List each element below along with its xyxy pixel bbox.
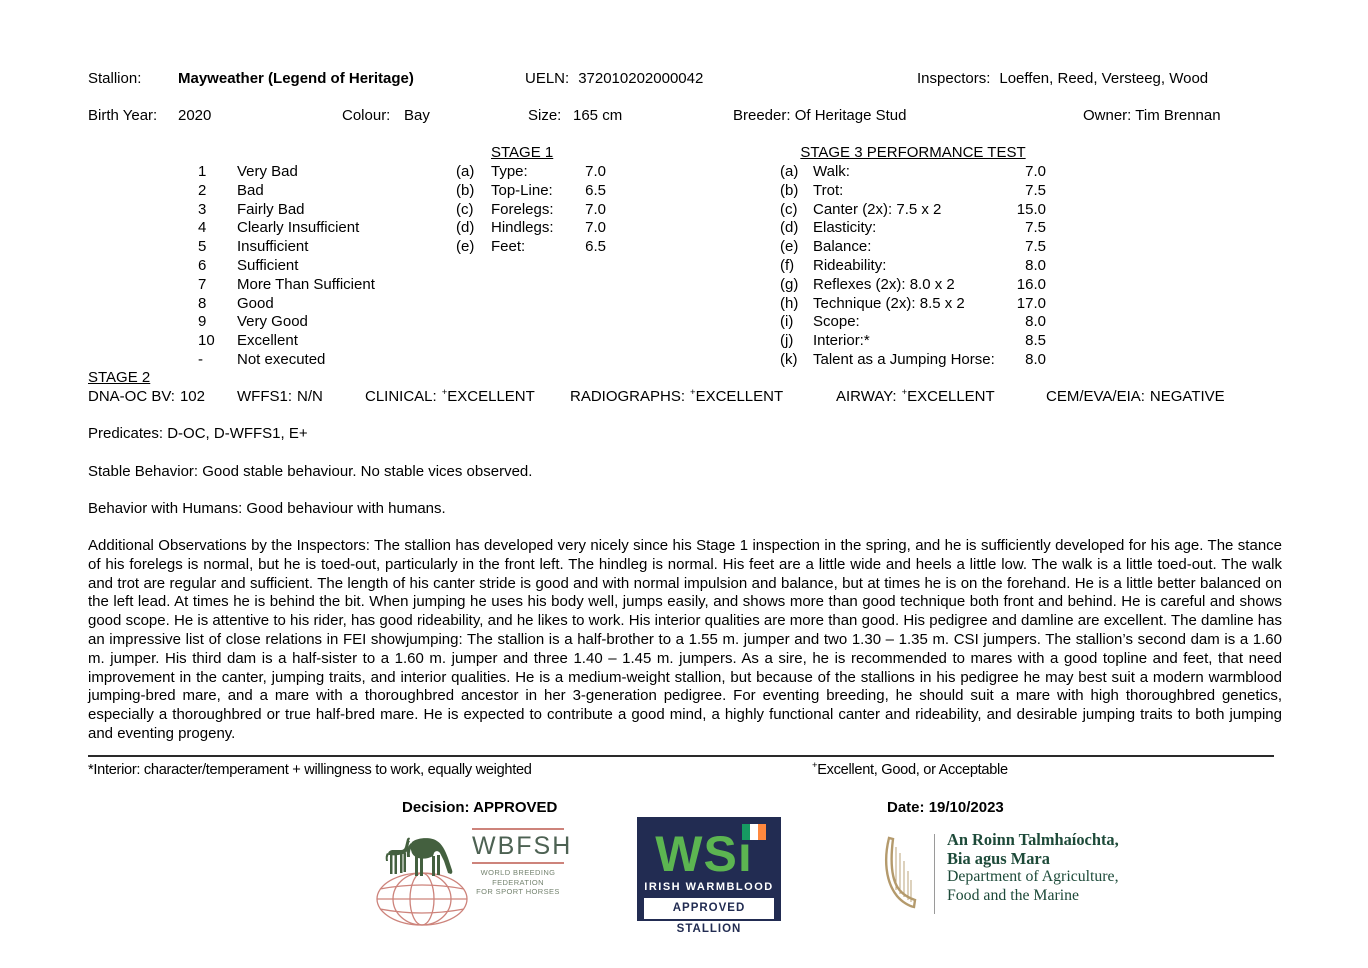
score-row: (e) Feet: 6.5 (456, 238, 606, 256)
breeder-field (733, 107, 906, 124)
cem-eva-eia-result: CEM/EVA/EIA: NEGATIVE (1046, 388, 1225, 405)
wsi-logo (637, 817, 781, 935)
score-row: (k) Talent as a Jumping Horse: 8.0 (780, 350, 1046, 368)
owner-value: Tim Brennan (1135, 107, 1221, 124)
ueln-label: UELN: (525, 70, 570, 87)
scale-row: - Not executed (198, 350, 326, 368)
wbfsh-subtitle-2: FOR SPORT HORSES (476, 887, 560, 896)
inspectors-label: Inspectors: (917, 70, 991, 87)
ueln-value: 372010202000042 (578, 70, 704, 87)
score-row: (c) Canter (2x): 7.5 x 2 15.0 (780, 200, 1046, 218)
dept-text-block (947, 831, 1119, 905)
score-row: (b) Top-Line: 6.5 (456, 181, 606, 199)
birth-year-label: Birth Year: (88, 107, 158, 124)
breeder-value: Of Heritage Stud (794, 107, 907, 124)
stallion-label: Stallion: (88, 70, 142, 87)
wsi-wordmark: WSı (655, 826, 753, 882)
ueln-field (525, 70, 703, 87)
stable-behavior-line: Stable Behavior: Good stable behaviour. No stable vices observed. (88, 463, 533, 480)
date-line: Date: 19/10/2023 (887, 799, 1004, 816)
score-row: (a) Walk: 7.0 (780, 163, 1046, 180)
date-value: 19/10/2023 (928, 799, 1004, 816)
scale-row: 10 Excellent (198, 332, 298, 350)
score-row: (d) Elasticity: 7.5 (780, 219, 1046, 237)
scale-row: 8 Good (198, 294, 274, 312)
wbfsh-bottom-rule (472, 862, 564, 864)
stage2-title: STAGE 2 (88, 369, 151, 386)
size-value: 165 cm (573, 107, 623, 124)
colour-label: Colour: (342, 107, 391, 124)
scale-row: 6 Sufficient (198, 256, 299, 274)
score-row: (j) Interior:* 8.5 (780, 332, 1046, 350)
score-row: (b) Trot: 7.5 (780, 181, 1046, 199)
scale-row: 3 Fairly Bad (198, 200, 305, 218)
dept-irish-line-2: Bia agus Mara (947, 848, 1050, 868)
score-row: (c) Forelegs: 7.0 (456, 200, 606, 218)
behavior-humans-line: Behavior with Humans: Good behaviour with humans. (88, 500, 446, 517)
predicates-line: Predicates: D-OC, D-WFFS1, E+ (88, 425, 308, 442)
stage3-title: STAGE 3 PERFORMANCE TEST (800, 144, 1026, 161)
dept-divider (934, 834, 935, 914)
scale-row: 4 Clearly Insufficient (198, 219, 360, 237)
wsi-subtitle: IRISH WARMBLOOD (644, 881, 774, 893)
wbfsh-subtitle-1: WORLD BREEDING FEDERATION (480, 868, 556, 887)
footer-divider (88, 755, 1274, 757)
birth-year-value: 2020 (178, 107, 212, 124)
dna-oc-result: DNA-OC BV: 102 (88, 388, 205, 405)
dept-english-line-1: Department of Agriculture, (947, 868, 1119, 886)
clinical-result: CLINICAL: +EXCELLENT (365, 387, 535, 405)
wbfsh-wordmark-block (472, 828, 573, 897)
dept-irish-line-1: An Roinn Talmhaíochta, (947, 830, 1119, 849)
harp-icon (882, 835, 918, 913)
radiographs-result: RADIOGRAPHS: +EXCELLENT (570, 387, 784, 405)
score-row: (h) Technique (2x): 8.5 x 2 17.0 (780, 294, 1046, 312)
scale-row: 2 Bad (198, 181, 264, 199)
stage1-title: STAGE 1 (491, 144, 554, 161)
score-row: (i) Scope: 8.0 (780, 313, 1046, 331)
grade-footnote: +Excellent, Good, or Acceptable (812, 760, 1008, 778)
owner-label: Owner: (1083, 107, 1132, 124)
scale-row: 5 Insufficient (198, 238, 309, 256)
stallion-name: Mayweather (Legend of Heritage) (178, 70, 414, 87)
score-row: (a) Type: 7.0 (456, 163, 606, 180)
score-row: (e) Balance: 7.5 (780, 238, 1046, 256)
scale-row: 1 Very Bad (198, 163, 298, 180)
stage3-scores (780, 163, 1046, 370)
inspectors-field (917, 70, 1208, 87)
size-label: Size: (528, 107, 562, 124)
score-row: (f) Rideability: 8.0 (780, 256, 1046, 274)
decision-value: APPROVED (473, 799, 558, 816)
wbfsh-logo (374, 824, 573, 926)
dept-agriculture-logo (880, 830, 1200, 918)
approved-stallion-badge: APPROVED STALLION (644, 898, 774, 919)
scale-row: 9 Very Good (198, 313, 308, 331)
score-row: (g) Reflexes (2x): 8.0 x 2 16.0 (780, 275, 1046, 293)
interior-footnote: *Interior: character/temperament + willingness to work, equally weighted (88, 762, 532, 778)
airway-result: AIRWAY: +EXCELLENT (836, 387, 995, 405)
wffs1-result: WFFS1: N/N (237, 388, 323, 405)
dept-english-line-2: Food and the Marine (947, 886, 1080, 904)
score-row: (d) Hindlegs: 7.0 (456, 219, 606, 237)
colour-value: Bay (404, 107, 430, 124)
additional-observations: Additional Observations by the Inspectors: The stallion has developed very nicely since his Stage 1 inspection in the spring, and he is sufficiently developed for his age. The stance of his forelegs is normal, but he is toed-out, particularly in the front left. The hindleg is normal. His feet are a little wide and heels a little low. The walk is a little toed-out. The walk and trot are regular and sufficient. The length of his canter stride is good and with normal impulsion and balance, but at times he is on the forehand. He is a little better balanced on the left lead. At times he is behind the bit. When jumping he uses his body well, jumps easily, and shows more than good technique both front and behind. He is careful and shows good scope. He is attentive to his rider, has good rideability, and he likes to work. His interior qualities are more than good. His pedigree and damline are excellent. The damline has an impressive list of close relations in FEI showjumping: The stallion is a half-brother to a 1.55 m. jumper and two 1.30 – 1.35 m. CSI jumpers. The stallion’s second dam is a 1.60 m. jumper. His third dam is a half-sister to a 1.60 m. jumper and three 1.40 – 1.45 m. jumpers. As a sire, he is recommended to mares with a good topline and feet, that need improvement in the canter, jumping traits, and interior qualities. He is a medium-weight stallion, but because of the stallions in his pedigree he may best suit a modern warmblood jumping-bred mare, and a mare with a thoroughbred ancestor in her 3-generation pedigree. For eventing breeding, he should suit a mare with high thoroughbred genetics, especially a thoroughbred or true half-bred mare. He is expected to contribute a good mind, a highly functional canter and rideability, and desirable jumping traits to both jumping and eventing progeny. (88, 537, 1282, 742)
horses-globe-icon (374, 826, 472, 926)
rating-scale (198, 163, 438, 370)
decision-line: Decision: APPROVED (402, 799, 558, 816)
inspectors-value: Loeffen, Reed, Versteeg, Wood (999, 70, 1209, 87)
wbfsh-acronym: WBFSH (472, 832, 573, 860)
stage1-scores (456, 163, 606, 257)
scale-row: 7 More Than Sufficient (198, 275, 375, 293)
owner-field (1083, 107, 1221, 124)
breeder-label: Breeder: (733, 107, 791, 124)
